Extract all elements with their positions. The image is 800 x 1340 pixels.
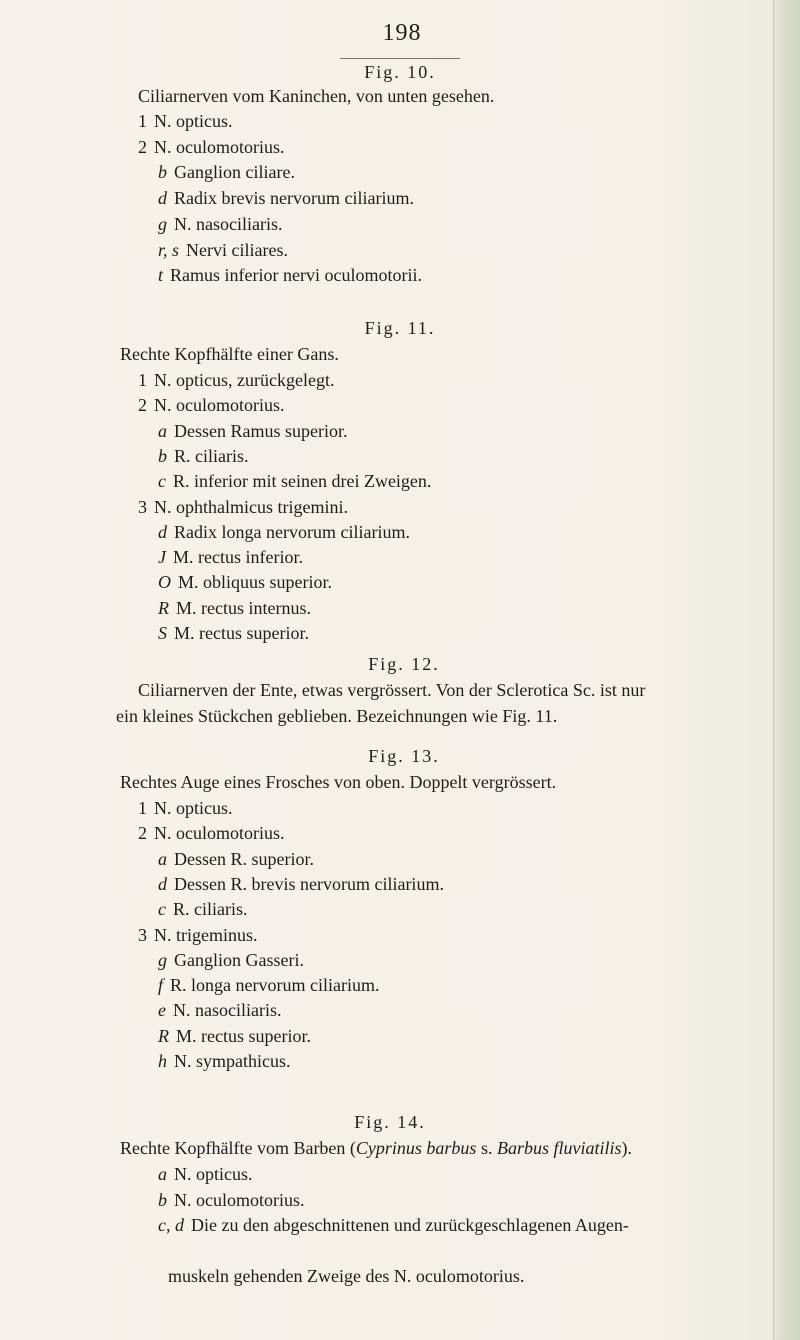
legend-key: S [158,623,167,643]
fig12-title: Fig. 12. [368,654,440,674]
fig14-caption-mid: s. [476,1138,497,1158]
legend-key: c, d [158,1215,184,1235]
legend-key: 2 [138,395,147,416]
fig13-legend-item [138,925,258,946]
legend-text: R. ciliaris. [174,445,249,466]
fig14-caption-prefix: Rechte Kopfhälfte vom Barben ( [120,1138,356,1158]
fig12-line2: ein kleines Stückchen geblieben. Bezeichnungen wie Fig. 11. [116,706,558,726]
legend-text: Ramus inferior nervi oculomotorii. [170,265,422,286]
fig11-legend-item [138,370,334,391]
legend-text: N. nasociliaris. [173,1000,282,1021]
legend-text: R. longa nervorum ciliarium. [170,975,380,996]
legend-key: r, s [158,239,180,260]
legend-text: N. oculomotorius. [154,136,285,157]
legend-text: M. obliquus superior. [178,572,333,593]
header-rule [340,58,460,59]
fig14-legend-item [158,1164,253,1185]
fig10-legend-item [158,240,288,261]
legend-text: M. rectus inferior. [173,547,303,568]
legend-key: R [158,597,169,618]
fig14-caption [120,1138,632,1159]
legend-text: Nervi ciliares. [186,239,288,260]
fig10-legend-item [158,214,282,235]
fig11-legend-item [158,572,332,593]
legend-text: R. inferior mit seinen drei Zweigen. [173,471,432,492]
fig11-legend-item [158,446,249,467]
legend-text: Ganglion ciliare. [174,162,295,183]
legend-text: M. rectus superior. [176,1025,311,1046]
legend-key: e [158,1000,166,1021]
fig12-line1: Ciliarnerven der Ente, etwas vergrössert. Von der Sclerotica Sc. ist nur [138,680,646,700]
fig10-legend-item [138,111,233,132]
legend-key: 2 [138,136,147,157]
legend-key: b [158,162,167,183]
fig11-legend-item [158,598,311,619]
fig11-title: Fig. 11. [364,318,436,338]
legend-text: Dessen R. superior. [174,848,314,869]
legend-text: N. oculomotorius. [154,823,285,844]
fig13-legend-item [158,1026,311,1047]
legend-key: J [158,547,166,568]
legend-key: O [158,572,171,593]
fig10-legend-item [158,162,295,183]
fig11-legend-item [158,421,347,442]
legend-key: 3 [138,924,147,945]
fig10-title: Fig. 10. [364,62,436,82]
fig13-legend-item [138,823,285,844]
fig10-legend-item [158,188,414,209]
legend-text: N. ophthalmicus trigemini. [154,496,348,517]
legend-key: a [158,848,167,869]
page-number: 198 [382,20,422,46]
legend-text: N. opticus. [154,111,233,131]
book-page-edge [773,0,800,1340]
fig14-title: Fig. 14. [354,1112,426,1132]
legend-key: a [158,1164,167,1184]
fig11-legend-item [138,497,348,518]
fig14-legend-item [158,1190,305,1211]
fig10-legend-item [138,137,285,158]
fig13-legend-item [158,975,379,996]
legend-text: Die zu den abgeschnittenen und zurückgeschlagenen Augen- [191,1215,629,1235]
fig13-legend-item [158,874,444,895]
fig13-legend-item [158,1000,281,1021]
legend-text: Dessen R. brevis nervorum ciliarium. [174,873,444,894]
legend-text: N. oculomotorius. [154,395,285,416]
legend-key: g [158,949,167,970]
legend-key: h [158,1051,167,1071]
legend-key: 1 [138,370,147,390]
legend-key: d [158,521,167,542]
legend-text: N. nasociliaris. [174,213,283,234]
legend-key: b [158,445,167,466]
fig13-legend-item [158,899,248,920]
fig11-legend-item [158,623,309,644]
legend-key: 1 [138,798,147,818]
legend-key: c [158,899,166,920]
fig11-legend-item [158,471,431,492]
fig14-caption-latin1: Cyprinus barbus [355,1138,477,1158]
fig11-legend-item [158,522,410,543]
fig14-legend-item [158,1215,629,1236]
legend-text: Ganglion Gasseri. [174,949,304,970]
legend-key: f [158,975,164,996]
legend-key: 3 [138,496,147,517]
legend-key: g [158,213,167,234]
fig13-caption: Rechtes Auge eines Frosches von oben. Doppelt vergrössert. [120,772,557,792]
fig13-legend-item [158,849,314,870]
legend-key: a [158,420,167,441]
legend-text: M. rectus superior. [174,623,309,643]
fig14-caption-suffix: ). [621,1138,632,1158]
fig11-legend-item [158,547,303,568]
fig11-legend-item [138,395,285,416]
fig10-legend-item [158,265,422,286]
legend-text: Radix longa nervorum ciliarium. [174,521,410,542]
legend-text: N. opticus. [174,1164,253,1184]
legend-key: c [158,471,166,492]
legend-text: N. opticus, zurückgelegt. [154,370,335,390]
legend-text: N. sympathicus. [174,1051,291,1071]
legend-text: Dessen Ramus superior. [174,420,348,441]
fig13-legend-item [158,1051,291,1072]
legend-key: d [158,873,167,894]
fig11-caption: Rechte Kopfhälfte einer Gans. [120,344,339,364]
fig14-caption-latin2: Barbus fluviatilis [496,1138,622,1158]
legend-text: N. trigeminus. [154,924,258,945]
fig10-caption: Ciliarnerven vom Kaninchen, von unten gesehen. [138,86,495,106]
legend-text: R. ciliaris. [173,899,248,920]
fig13-legend-item [158,950,304,971]
legend-key: d [158,188,167,209]
legend-key: 1 [138,111,147,131]
fig13-title: Fig. 13. [368,746,440,766]
legend-text: N. oculomotorius. [174,1189,305,1210]
legend-key: b [158,1189,167,1210]
fig13-legend-item [138,798,233,819]
legend-key: 2 [138,823,147,844]
legend-text: Radix brevis nervorum ciliarium. [174,188,414,209]
fig14-continuation: muskeln gehenden Zweige des N. oculomotorius. [168,1266,525,1286]
legend-text: M. rectus internus. [176,597,311,618]
legend-key: t [158,265,164,286]
legend-key: R [158,1025,169,1046]
legend-text: N. opticus. [154,798,233,818]
